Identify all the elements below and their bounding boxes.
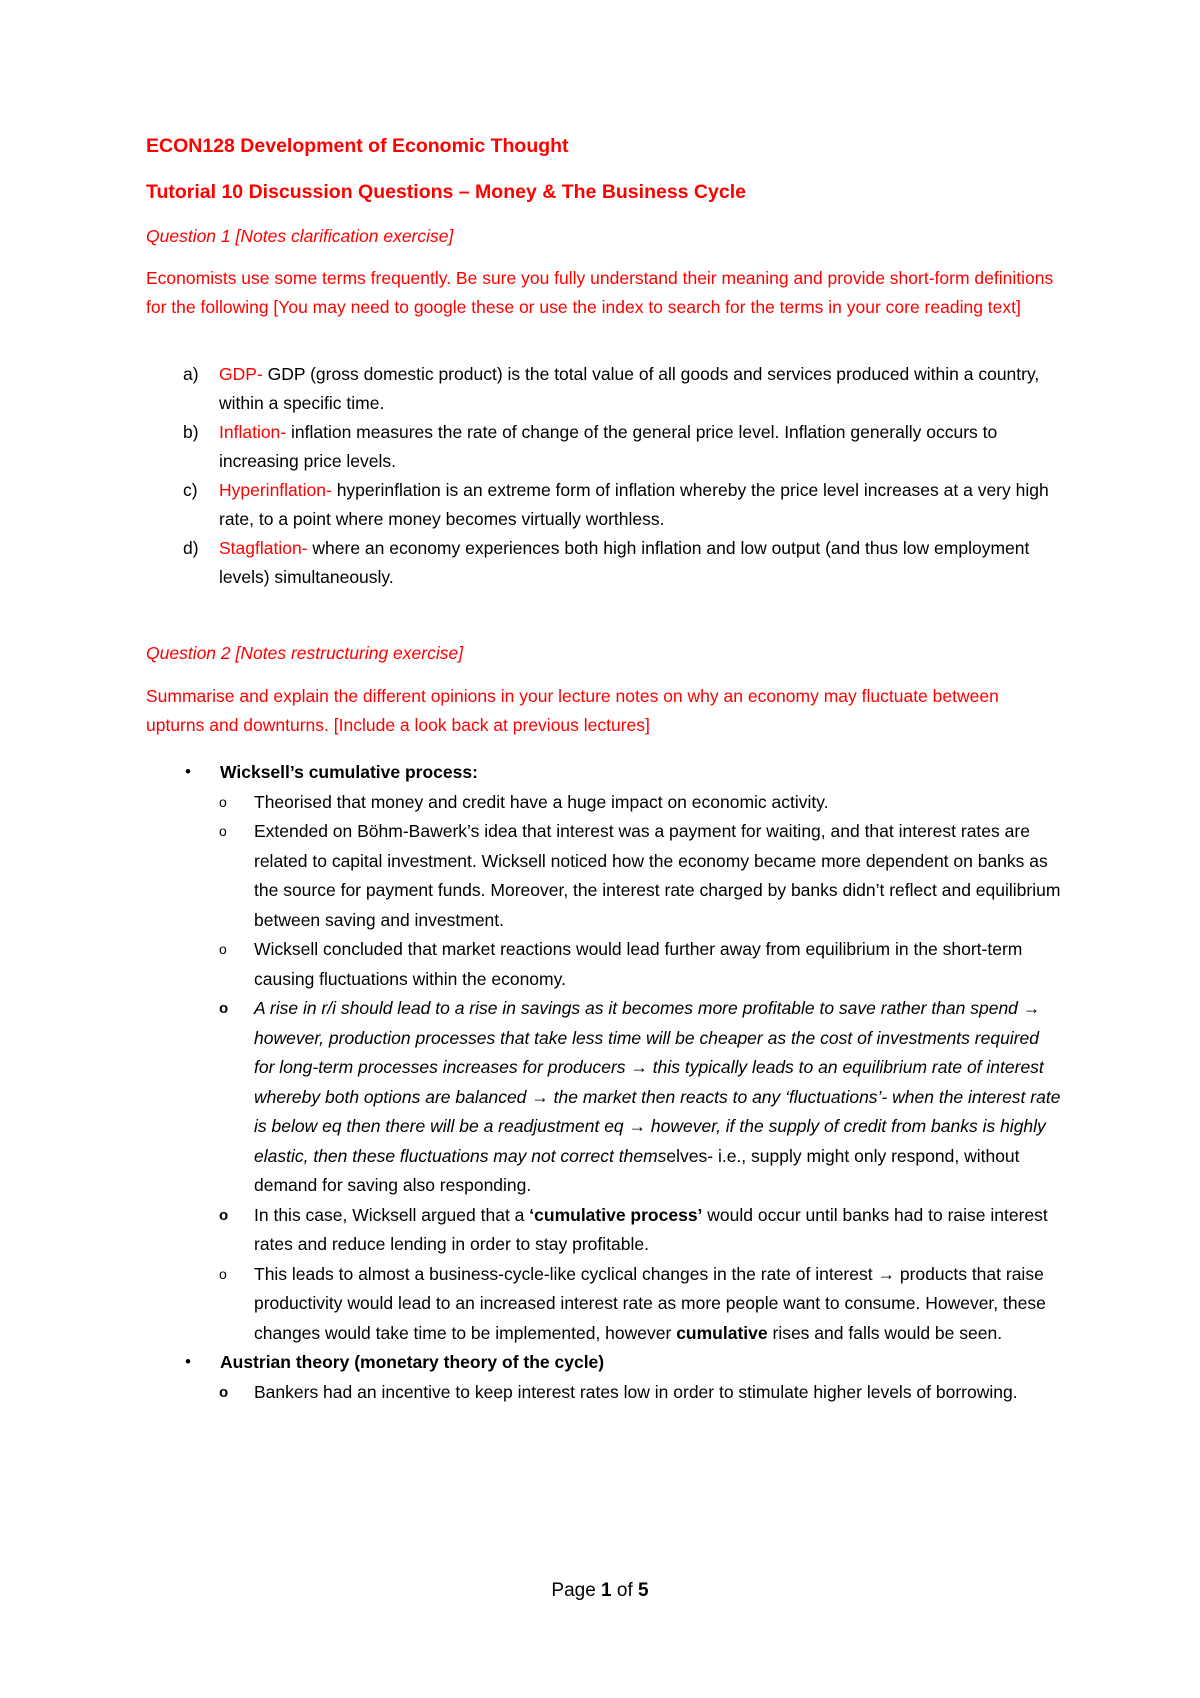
circle-marker: o	[219, 1383, 229, 1401]
list-item	[0, 1348, 1100, 1378]
bullet-marker: •	[185, 762, 191, 781]
definition-text: where an economy experiences both high inflation and low output (and thus low employment levels) simultaneously.	[219, 538, 1030, 587]
topic-heading-austrian: Austrian theory (monetary theory of the cycle)	[220, 1352, 605, 1372]
list-item	[146, 418, 1066, 476]
point-text-italic: A rise in r/i should lead to a rise in savings as it becomes more profitable to save rather than spend → however, production processes that take less time will be cheaper as the cost of investments required for long-term processes increases for producers → this typically leads to an equilibrium rate of interest whereby both options are balanced → the market then reacts to any ‘fluctuations’- when the interest rate is below eq then there will be a readjustment eq → however, if the supply of credit from banks is highly elastic, then these fluctuations may not correct thems	[254, 998, 1061, 1166]
circle-marker: o	[219, 1000, 229, 1017]
definition-term: Stagflation-	[219, 538, 308, 558]
page-label: Page	[551, 1580, 602, 1601]
definition-list	[146, 360, 1066, 592]
list-marker: d)	[183, 538, 199, 558]
point-text: Wicksell concluded that market reactions would lead further away from equilibrium in the short-term causing fluctuations within the economy.	[254, 939, 1023, 989]
definition-text: hyperinflation is an extreme form of inflation whereby the price level increases at a very high rate, to a point where money becomes virtually worthless.	[219, 480, 1049, 529]
list-item	[0, 994, 1062, 1201]
circle-marker: o	[219, 1206, 229, 1224]
document-title: ECON128 Development of Economic Thought	[146, 135, 569, 157]
definition-term: GDP-	[219, 364, 263, 384]
point-text: This leads to almost a business-cycle-like cyclical changes in the rate of interest → products that raise productivity would lead to an increased interest rate as more people want to consume. However, these changes would take time to be implemented, however	[254, 1263, 1046, 1343]
list-item	[0, 788, 1062, 818]
definition-term: Hyperinflation-	[219, 480, 332, 500]
point-text: rises and falls would be seen.	[767, 1322, 1003, 1343]
point-text: would occur until banks had to raise interest rates and reduce lending in order to stay profitable.	[254, 1204, 1048, 1254]
question-1-heading: Question 1 [Notes clarification exercise]	[146, 226, 454, 246]
circle-marker: o	[219, 1265, 227, 1282]
question-1-intro: Economists use some terms frequently. Be sure you fully understand their meaning and provide short-form definitions for the following [You may need to google these or use the index to search for the terms in your core reading text]	[146, 268, 1054, 317]
question-2-intro: Summarise and explain the different opinions in your lecture notes on why an economy may fluctuate between upturns and downturns. [Include a look back at previous lectures]	[146, 686, 999, 735]
list-item	[0, 1378, 1062, 1408]
emphasis-text: ‘cumulative process’	[529, 1204, 703, 1225]
list-marker: b)	[183, 422, 199, 442]
definition-term: Inflation-	[219, 422, 287, 442]
list-item	[146, 360, 1066, 418]
list-item	[0, 1260, 1062, 1349]
list-item	[0, 1201, 1062, 1260]
page-total: 5	[638, 1580, 649, 1601]
page-number: 1	[601, 1580, 612, 1601]
point-text: Extended on Böhm-Bawerk’s idea that interest was a payment for waiting, and that interest rates are related to capital investment. Wicksell noticed how the economy became more dependent on banks as the source for payment funds. Moreover, the interest rate charged by banks didn’t reflect and equilibrium between saving and investment.	[254, 821, 1061, 930]
page-of-label: of	[611, 1580, 639, 1601]
answer-outline	[0, 758, 1100, 1407]
point-text: In this case, Wicksell argued that a	[254, 1204, 530, 1225]
definition-text: GDP (gross domestic product) is the total value of all goods and services produced within a country, within a specific time.	[219, 364, 1040, 413]
bullet-marker: •	[185, 1352, 191, 1371]
point-text: elves- i.e., supply might only respond, without demand for saving also responding.	[254, 1145, 1020, 1195]
emphasis-text: cumulative	[676, 1322, 768, 1343]
list-item	[0, 817, 1062, 935]
list-item	[146, 476, 1066, 534]
question-2-heading: Question 2 [Notes restructuring exercise]	[146, 643, 464, 663]
list-item	[0, 758, 1100, 788]
list-marker: a)	[183, 364, 199, 384]
list-item	[146, 534, 1066, 592]
definition-text: inflation measures the rate of change of the general price level. Inflation generally occurs to increasing price levels.	[219, 422, 998, 471]
document-subtitle: Tutorial 10 Discussion Questions – Money & The Business Cycle	[146, 181, 746, 203]
topic-heading-wicksell: Wicksell’s cumulative process:	[220, 762, 478, 782]
list-marker: c)	[183, 480, 198, 500]
point-text: Theorised that money and credit have a huge impact on economic activity.	[254, 791, 829, 812]
circle-marker: o	[219, 793, 227, 810]
circle-marker: o	[219, 823, 227, 839]
point-text: Bankers had an incentive to keep interest rates low in order to stimulate higher levels of borrowing.	[254, 1381, 1018, 1402]
circle-marker: o	[219, 941, 227, 957]
list-item	[0, 935, 1062, 994]
page-footer	[0, 1580, 1200, 1602]
